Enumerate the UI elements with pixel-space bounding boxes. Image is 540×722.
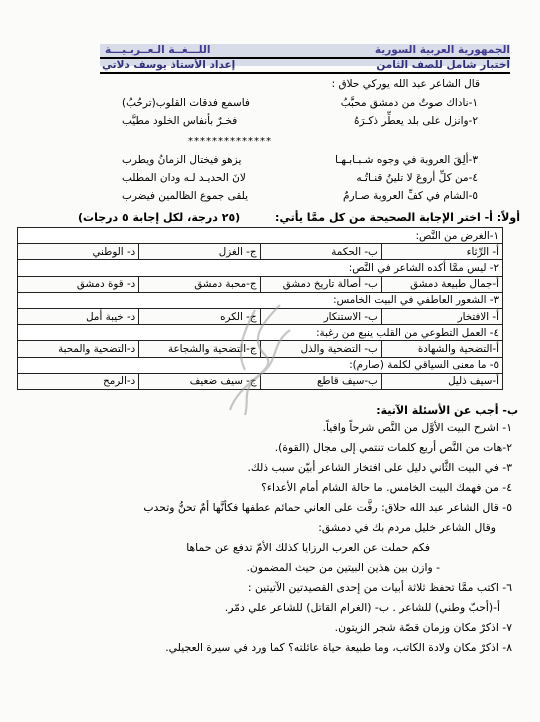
question-row — [18, 260, 503, 276]
option-d[interactable]: د-التضحية والمحبة — [18, 341, 139, 357]
option-c[interactable]: ج-محبة دمشق — [139, 276, 260, 292]
option-c[interactable]: ج-التضحية والشجاعة — [139, 341, 260, 357]
poem-line-3-right: ٣-ألِقَ العروبة في وجوه شـبـابـهـا — [335, 154, 478, 166]
option-a[interactable]: أ-التضحية والشهادة — [381, 341, 502, 357]
exam-title: اختبار شامل للصف الثامن — [376, 59, 510, 71]
question-b-1: ١- اشرح البيت الأوَّل من النَّص شرحاً وافياً. — [322, 421, 512, 434]
option-d[interactable]: د- الوطني — [18, 244, 139, 260]
poem-line-2-left: فخـرٌ بأنفاس الخلود مطيَّب — [122, 115, 238, 127]
question-b-8: ٨- اذكرْ مكان ولادة الكاتب، وما طبيعة حياة عائلته؟ كما ورد في سيرة العجيلي. — [165, 641, 512, 654]
question-b-5-second-poet: وقال الشاعر خليل مردم بك في دمشق: — [318, 521, 496, 534]
question-b-2: ٢-هات من النَّص أربع كلمات تنتمي إلى مجال (القوة). — [274, 441, 512, 454]
question-b-6-options: أ-(أحبّ وطني) للشاعر . ب- (الغرام القاتل) للشاعر علي دمّر. — [224, 601, 500, 614]
question-b-4: ٤- من فهمك البيت الخامس. ما حالة الشام أمام الأعداء؟ — [261, 481, 512, 494]
poem-line-4-right: ٤-من كلِّ أروعَ لا تلينُ قنـاتُـه — [356, 172, 478, 184]
option-a[interactable]: أ- الرِّثاء — [381, 244, 502, 260]
teacher-name: إعداد الأستاذ يوسف دلاتي — [102, 59, 236, 71]
option-c[interactable]: ج- الغزل — [139, 244, 260, 260]
option-b[interactable]: ب- الاستنكار — [260, 308, 381, 324]
option-c[interactable]: ج- سيف ضعيف — [139, 373, 260, 389]
option-d[interactable]: د- خيبة أمل — [18, 308, 139, 324]
poem-line-1-right: ١-ناداك صوتٌ من دمشق محبَّبُ — [340, 97, 478, 109]
options-row — [18, 244, 503, 260]
question-text: ٣- الشعور العاطفي في البيت الخامس: — [18, 292, 503, 308]
option-d[interactable]: د-الرمح — [18, 373, 139, 389]
poem-intro: قال الشاعر عبد الله يوركي حلاق : — [331, 78, 480, 90]
poem-line-4-left: لانَ الحديـد لـه ودان المطلب — [122, 172, 246, 184]
question-text: ٥- ما معنى السياقي لكلمة (صارم): — [18, 357, 503, 373]
question-b-6: ٦- اكتب ممَّا تحفظ ثلاثة أبيات من إحدى القصيدتين الآتيتين : — [247, 581, 512, 594]
option-b[interactable]: ب- الحكمة — [260, 244, 381, 260]
question-b-5-verse: فكم حملت عن العرب الرزايا كذلك الأمّ تدفع عن حماها — [186, 541, 430, 554]
question-b-5-task: - وازن بين هذين البيتين من حيث المضمون. — [246, 561, 440, 574]
option-c[interactable]: ج- الكره — [139, 308, 260, 324]
question-b-7: ٧- اذكرْ مكان وزمان قصّة شجر الزيتون. — [334, 621, 512, 634]
section-a-marks: (٢٥ درجة، لكل إجابة ٥ درجات) — [78, 211, 241, 224]
poem-line-1-left: فاسمع فدقات القلوب(ترحُبُ) — [122, 97, 250, 109]
watermark-stamp-icon — [210, 300, 300, 420]
option-b[interactable]: ب-سيف قاطع — [260, 373, 381, 389]
poem-line-5-left: يلقى جموع الظالمين فيضرب — [122, 190, 249, 202]
poem-line-2-right: ٢-وانزل على بلد يعطِّر ذكـرَهُ — [354, 115, 478, 127]
question-row — [18, 228, 503, 244]
option-a[interactable]: أ-سيف ذليل — [381, 373, 502, 389]
option-a[interactable]: أ-جمال طبيعة دمشق — [381, 276, 502, 292]
header-bottom-line — [100, 72, 510, 74]
subject-title: اللـــغــة الـعــربـيـــة — [105, 44, 211, 56]
option-b[interactable]: ب- أصالة تاريخ دمشق — [260, 276, 381, 292]
poem-stars-divider: ************** — [188, 136, 272, 147]
poem-line-5-right: ٥-الشام في كفِّ العروبة صـارمٌ — [343, 190, 478, 202]
option-a[interactable]: أ- الافتخار — [381, 308, 502, 324]
question-text: ١-الغرض من النَّص: — [18, 228, 503, 244]
section-a-title: أولاً: أ- اختر الإجابة الصحيحة من كل ممَّا يأتي: — [275, 211, 520, 224]
option-d[interactable]: د- قوة دمشق — [18, 276, 139, 292]
option-b[interactable]: ب- التضحية والذل — [260, 341, 381, 357]
options-row — [18, 276, 503, 292]
question-text: ٢- ليس ممَّا أكده الشاعر في النَّص: — [18, 260, 503, 276]
question-b-3: ٣- في البيت الثَّاني دليل على افتخار الشاعر أبيّن سبب ذلك. — [247, 461, 512, 474]
question-b-5: ٥- قال الشاعر عبد الله حلاق: رفَّت على العاني حمائم عطفها فكأنَّها أمٌ تحنُّ وتحدب — [143, 501, 512, 514]
country-title: الجمهورية العربية السورية — [374, 44, 510, 56]
question-text: ٤- العمل التطوعي من القلب ينبع من رغبة: — [18, 325, 503, 341]
section-b-title: ب- أجب عن الأسئلة الآتية: — [376, 404, 518, 417]
poem-line-3-left: يزهو فيختال الزمانُ ويطرب — [122, 154, 242, 166]
